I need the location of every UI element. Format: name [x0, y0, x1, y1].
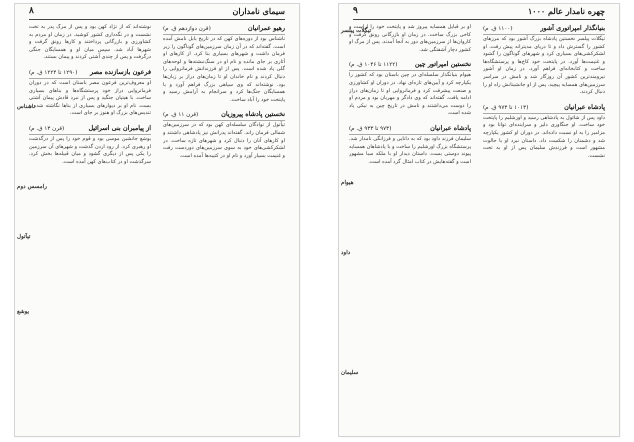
margin-name-label: سلیمان	[341, 370, 359, 376]
biography-entry	[163, 110, 285, 160]
right-page-right-column	[483, 24, 605, 428]
margin-name-label: داود	[341, 250, 351, 256]
entry-dates: (۱۱۰۰ ق. م)	[483, 26, 513, 32]
entry-title: فرعون بازسازنده مصر	[89, 67, 151, 76]
entry-text: تیآتول از نوادگان سلسله‌ای کهن بود که در سرزمین‌های شمالی فرمان راند. گفته‌اند پدرانش نیز پادشاهی داشتند و او کارهای آنان را دنبال کرد و شهرهای تازه ساخت. در لشکرکشی‌های خود به سوی سرزمین‌های دوردست رفت و غنیمت بسیار آورد و نام او در کتیبه‌ها آمده است.	[163, 122, 285, 159]
biography-entry	[163, 24, 285, 104]
biography-entry	[29, 68, 151, 118]
entry-dates: (قرن دوازدهم ق. م)	[163, 26, 211, 32]
entry-text: یوشع جانشین موسی بود و قوم خود را پس از درگذشت او رهبری کرد. از رود اردن گذشت و شهرهای آن سرزمین را یکی پس از دیگری گشود و میان قبیله‌ها بخش کرد. سرگذشت او در کتاب‌های کهن آمده است.	[29, 135, 151, 165]
biography-entry	[29, 124, 151, 166]
entry-title: نخستین امپراتور چین	[414, 60, 471, 69]
entry-text: او معروف‌ترین فرعون مصر باستان است که در دوران فرمانروایی دراز خود پرستشگاه‌ها و بناهای بسیاری ساخت. با هیتیان جنگید و پس از نبرد قادش پیمان آشتی بست. نام او بر دیوارهای بسیاری از بناها نگاشته شده و تندیس‌های بزرگ او هنوز بر جای است.	[29, 79, 151, 117]
left-page-right-column	[163, 24, 285, 428]
entry-dates: (۱۱۲۲ تا ۱۰۴۶ ق. م)	[349, 62, 398, 69]
margin-name-label: تیآتول	[17, 234, 31, 240]
right-running-title: ۱۰۰۰ چهره نامدار عالم	[528, 6, 605, 16]
right-page	[339, 4, 619, 436]
entry-heading	[349, 124, 471, 135]
entry-heading	[29, 124, 151, 135]
left-header-rule	[29, 19, 285, 20]
entry-dates: (۹۷۳ تا ۹۳۳ ق. م)	[349, 125, 392, 132]
entry-title: بنیانگذار امپراتوری آشور	[540, 24, 605, 32]
entry-heading	[29, 68, 151, 79]
entry-dates: (قرن ۱۱ ق. م)	[163, 112, 199, 119]
biography-entry-continued	[29, 24, 151, 62]
right-page-number: ۹	[353, 6, 358, 16]
left-running-title: سیمای نامداران	[232, 6, 285, 16]
left-page-number: ۸	[29, 6, 34, 16]
margin-name-label: هیوام	[341, 180, 354, 186]
biography-entry	[349, 124, 471, 166]
left-running-head	[15, 4, 299, 18]
entry-title: پادشاه عبرانیان	[564, 102, 605, 111]
margin-name-label: یوشع	[17, 309, 30, 315]
entry-title: پادشاه عبرانیان	[430, 123, 471, 132]
right-running-head	[339, 4, 619, 18]
entry-heading	[163, 110, 285, 121]
entry-title: رهیو عمرانیان	[247, 24, 285, 32]
entry-dates: (قرن ۱۳ ق. م)	[29, 125, 65, 132]
margin-name-label: ناشناس	[17, 104, 36, 110]
entry-title: از پیامبران بنی اسرائیل	[88, 123, 151, 132]
entry-dates: (۱۲۹۰ تا ۱۲۲۴ ق. م)	[29, 69, 78, 76]
biography-entry	[483, 24, 605, 97]
entry-text: او بر قبایل همسایه پیروز شد و پایتخت خود را آراست و کاخی بزرگ ساخت. در زمان او بازرگانی رونق گرفت و کاروان‌ها از سرزمین‌های دور به آنجا آمدند. پس از مرگ او کشور دچار آشفتگی شد.	[349, 24, 471, 53]
entry-text: تیگلات پیلسر نخستین پادشاه بزرگ آشور بود که مرزهای کشور را گسترش داد و تا دریای مدیترانه پیش رفت. او لشکرکشی‌های بسیاری کرد و شهرهای گوناگون را گشود و غنیمت‌ها آورد. در پایتخت خود کاخ‌ها و پرستشگاه‌ها ساخت و کتابخانه‌ای فراهم آورد. در زمان او آشور نیرومندترین کشور آن روزگار شد و نامش در سراسر سرزمین‌های همسایه پیچید. پس از او جانشینانش راه او را دنبال کردند.	[483, 36, 605, 96]
right-header-rule	[353, 19, 605, 20]
entry-title: نخستین پادشاه پیروزیان	[221, 110, 285, 119]
margin-name-label: تیگلات پیلسر	[341, 28, 372, 34]
entry-text: داود پس از شائول به پادشاهی رسید و اورشلیم را پایتخت خود ساخت. او جنگاوری دلیر و سراینده‌ای توانا بود و مزامیر را به او نسبت داده‌اند. در دوران او کشور یکپارچه شد و دشمنان را شکست داد. داستان نبرد او با جالوت مشهور است و فرزندش سلیمان پس از او به تخت نشست.	[483, 114, 605, 159]
entry-heading	[483, 103, 605, 114]
entry-text: هیوام بنیانگذار سلسله‌ای در چین باستان بود که کشور را یکپارچه کرد و آیین‌های تازه‌ای نهاد. در دوران او کشاورزی و صنعت پیشرفت کرد و فرمانروایی او تا زمان‌های دراز ادامه یافت. گفته‌اند که وی دادگر و مهربان بود و مردم او را دوست می‌داشتند و نامش در تاریخ چین به نیکی یاد شده است.	[349, 72, 471, 117]
entry-dates: (۱۰۱۳ تا ۹۷۳ ق. م)	[483, 104, 529, 111]
left-page	[15, 4, 299, 436]
right-page-left-column	[349, 24, 471, 428]
biography-entry	[483, 103, 605, 161]
margin-name-label: رامسس دوم	[17, 184, 47, 190]
entry-text: سلیمان فرزند داود بود که به دانایی و فرزانگی نامدار شد. پرستشگاه بزرگ اورشلیم را ساخت و با پادشاهان همسایه پیوند دوستی بست. داستان دیدار او با ملکه سبا مشهور است و گفته‌هایش در کتاب امثال گرد آمده است.	[349, 135, 471, 165]
entry-heading	[483, 24, 605, 35]
entry-text: نوشته‌اند که از نژاد کهن بود و پس از مرگ پدر به تخت نشست و در نگه‌داری کشور کوشید. در زمان او مردم به کشاورزی و بازرگانی پرداختند و کارها رونق گرفت و شهرها آباد شد. سپس میان او و همسایگان جنگی درگرفت و پس از چندی آشتی کردند و پیمان بستند.	[29, 24, 151, 61]
entry-text: ناشناس بود از دوره‌های کهن که در تاریخ بابل نامش آمده است. گفته‌اند که در آن زمان سرزمین‌های گوناگون را زیر فرمان داشت و شهرهای بسیاری بنا کرد. از کارهای او آثاری بر جای مانده و نام او در سنگ‌نبشته‌ها و لوحه‌های گلی یاد شده است. پس از او فرزندانش فرمانروایی را دنبال کردند و نام خاندان او تا زمان‌های دراز بر زبان‌ها بود. نوشته‌اند که وی سپاهی بزرگ فراهم آورد و با همسایگان جنگ‌ها کرد و سرانجام به آرامش رسید و پایتخت خود را آباد ساخت.	[163, 36, 285, 103]
left-page-left-column	[29, 24, 151, 428]
entry-heading	[163, 24, 285, 35]
entry-heading	[349, 60, 471, 71]
biography-entry	[349, 60, 471, 118]
